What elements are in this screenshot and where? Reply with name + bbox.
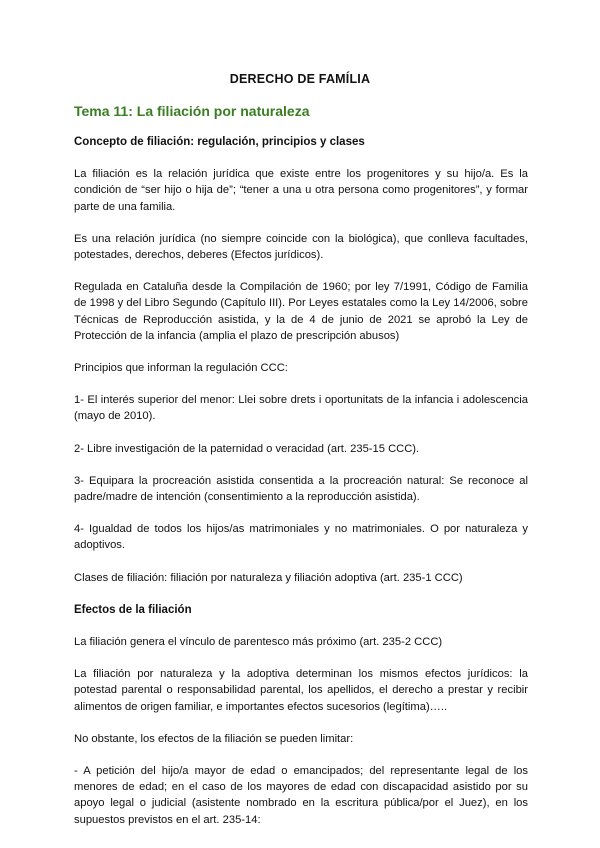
- paragraph: Regulada en Cataluña desde la Compilación de 1960; por ley 7/1991, Código de Familia de 1998 y del Libro Segundo (Capítulo III). Por Leyes estatales como la Ley 14/2006, sobre Técnicas de Reproducción asistida, y la de 4 de junio de 2021 se aprobó la Ley de Protección de la infancia (amplia el plazo de prescripción abusos): [74, 281, 528, 342]
- paragraph: La filiación genera el vínculo de parentesco más próximo (art. 235-2 CCC): [74, 636, 443, 649]
- paragraph: Principios que informan la regulación CCC:: [74, 362, 288, 375]
- paragraph: La filiación por naturaleza y la adoptiva determinan los mismos efectos jurídicos: la potestad parental o responsabilidad parental, los apellidos, el derecho a prestar y recibir alimentos de origen familiar, e importantes efectos sucesorios (legítima)…..: [74, 668, 528, 713]
- principle-item: 4- Igualdad de todos los hijos/as matrimoniales y no matrimoniales. O por naturaleza y adoptivos.: [74, 523, 528, 552]
- section-heading-effects: Efectos de la filiación: [74, 603, 192, 616]
- principle-item: 2- Libre investigación de la paternidad o veracidad (art. 235-15 CCC).: [74, 442, 420, 455]
- paragraph: Es una relación jurídica (no siempre coincide con la biológica), que conlleva facultades, potestades, derechos, deberes (Efectos jurídicos).: [74, 232, 528, 262]
- paragraph: No obstante, los efectos de la filiación se pueden limitar:: [74, 732, 354, 745]
- paragraph: - A petición del hijo/a mayor de edad o emancipados; del representante legal de los menores de edad; en el caso de los mayores de edad con discapacidad asistido por su apoyo legal o judicial (asistente nombrado en la escritura pública/por el Juez), en los supuestos previstos en el art. 235-14:: [74, 765, 528, 826]
- document-body: [74, 134, 528, 844]
- paragraph: La filiación es la relación jurídica que existe entre los progenitores y su hijo/a. Es la condición de “ser hijo o hija de”; “tener a una u otra persona como progenitores”, y formar parte de una familia.: [74, 168, 528, 213]
- principle-item: 1- El interés superior del menor: Llei sobre drets i oportunitats de la infancia i adolescencia (mayo de 2010).: [74, 394, 528, 423]
- paragraph: Clases de filiación: filiación por naturaleza y filiación adoptiva (art. 235-1 CCC): [74, 571, 463, 584]
- document-title: DERECHO DE FAMÍLIA: [229, 72, 371, 86]
- topic-title: Tema 11: La filiación por naturaleza: [74, 103, 310, 119]
- principle-item: 3- Equipara la procreación asistida consentida a la procreación natural: Se reconoce al padre/madre de intención (consentimiento a la reproducción asistida).: [74, 474, 528, 504]
- section-heading-concept: Concepto de filiación: regulación, principios y clases: [74, 136, 365, 148]
